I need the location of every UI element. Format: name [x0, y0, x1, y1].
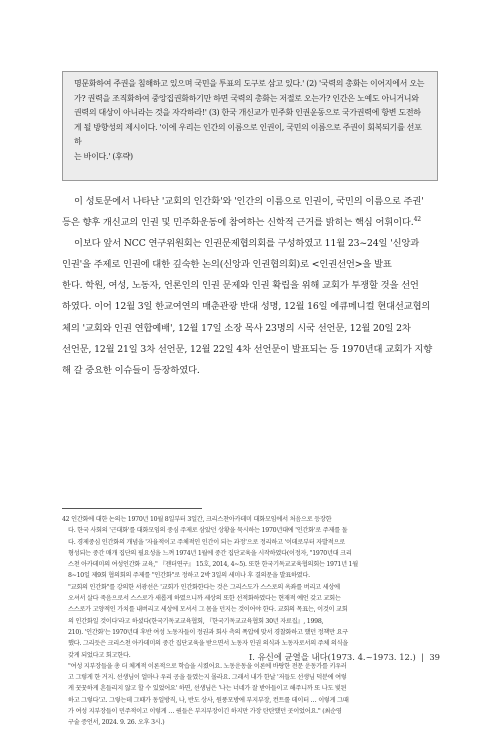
- footnotes: [62, 514, 437, 729]
- footnote-marker[interactable]: 42: [413, 216, 421, 223]
- footnote-line: 형성되는 중간 매개 집단의 필요성을 느껴 1974년 1월에 중간 집단교육을 시작하였다(이정자, "1970년대 크리: [68, 549, 352, 557]
- footnote-line: 고 그렇게 한 거지. 선생님이 얼마나 우리 공을 들였는지 몰라요. 그래서 내가 한날 '저들도 선생님 덕분에 여렇: [68, 674, 347, 682]
- quote-line: 권력의 대상이 아니라는 것을 자각하라!' (3) 한국 개신교가 민주화 인권운동으로 국가권력에 항변 도전하: [74, 108, 421, 118]
- footnote-line: "여성 지부장들을 총 더 체계적 이론적으로 학습을 시켰어요. 노동운동을 이론에 바탕한 전문 운동가를 키우러: [68, 662, 347, 670]
- body-line: [62, 212, 437, 233]
- footnote-line: "교회의 인간화"를 강의한 서광선은 '교회가 인간화한다는 것은 그리스도가 스스로의 옥좌를 버리고 세상에: [68, 583, 340, 591]
- page-number: 39: [429, 652, 440, 662]
- footnote-line: 했다. 그리듯은 크리스천 아카데미의 중간 집단교육을 받으면서 노동자 인권 의식과 노동자로서의 주체 의식을: [68, 640, 349, 648]
- quote-line: 가? 권력을 조직화하여 중앙집권화하기만 하면 국력의 총화는 저절로 오는가? 인간은 노예도 아니거니와: [74, 93, 419, 103]
- footnote-line: 스스로가 고양적인 가치를 내버리고 세상에 모셔서 그 몸을 던지는 것이어야 한다. 교회의 목표는, 이것이 교회: [68, 606, 348, 614]
- body-line: 한다. 학원, 여성, 노동자, 언론인의 인권 문제와 인권 확립을 위해 교회가 투쟁할 것을 선언: [62, 280, 419, 292]
- footnote-divider: [62, 508, 202, 509]
- quote-line: 명문화하여 주권을 침해하고 있으며 국민을 투표의 도구로 삼고 있다.' (2) '국력의 총화는 이어지에서 오는: [74, 79, 425, 88]
- footnote-line: 의 인간화일 것이다'라고 하셨다(한국기독교교육협회, 『한국기독교교육협회 30년 자료집』, 1998,: [68, 617, 324, 625]
- body-line-text: 등은 향후 개신교의 인권 및 민주화운동에 참여하는 신학적 근거를 밝히는 핵심 어휘이다.: [62, 217, 414, 229]
- footnote-line: 갖게 되었다고 회고한다.: [68, 651, 131, 659]
- footnote-line: 게 꿋꿋하게 흔들리지 않고 할 수 있었어요' 하면, 선생님은 '나는 너네가 잘 받아들이고 해주니까 또 나도 빛된: [68, 685, 347, 693]
- footnote-line: 8~10일 제9회 협의회의 주제를 "인간화"로 정하고 2박 3일의 세미나 후 결의문을 발표하였다.: [68, 572, 310, 580]
- footnote-line: 오셔서 살다 죽음으로서 스스로가 새롭게 하였으니까 세상의 또한 선적화하였다는 현재적 예언 갖고 교회는: [68, 595, 341, 603]
- footnote-line: 42 인간화에 대한 논의는 1970년 10월 8일부터 3일간, 크리스찬아카데미 대화모임에서 처음으로 등장한: [62, 516, 332, 523]
- footnote-line: 하고 그렇다'고. 그렇는데 그때가 동일방직, 나, 반도 상사, 원풍모방에 부지부장, 컨트롤 데이터 … 이렇게 그때: [68, 696, 349, 704]
- page-footer: [230, 651, 440, 663]
- footnote-line: 210). '인간화'는 1970년대 후반 여성 노동자들이 정권과 회사 측의 폭압에 맞서 경찰화하고 했던 정책만 요구: [68, 628, 348, 636]
- footnote-line: 스천 아카데미의 여성인간화 교육," 『젠더연구』 15호, 2014, 4~5). 또한 한국기독교교육협의회는 1971년 1월: [68, 561, 358, 569]
- footnote-line: 다. 경제중심 인간화의 개념을 '자율적이고 주체적인 인간이 되는 과정'으로 정리하고 '이데로부터 자발적으로: [68, 538, 345, 546]
- quote-line: 게 될 방향성의 제시이다. '이에 우리는 인간의 이름으로 인권이, 국민의 이름으로 주권이 회복되기를 선포하: [74, 122, 422, 147]
- quote-line: 는 바이다.' (후략): [74, 151, 133, 161]
- body-line: 선언문, 12월 21일 3차 선언문, 12월 22일 4차 선언문이 발표되는 등 1970년대 교회가 지향: [62, 343, 433, 355]
- body-line: 이보다 앞서 NCC 연구위원회는 인권문제협의회를 구성하였고 11월 23~24일 '신앙과: [74, 238, 420, 250]
- footnote-line: 다. 한국 사회의 '근대화'를 대화모임의 중심 주제로 삼았던 상황을 묵시하는 1970년대에 '인간화'로 주제를 돌: [68, 527, 348, 535]
- body-line: 해 갈 중요한 이슈들이 등장하였다.: [62, 364, 200, 376]
- footer-separator: |: [418, 652, 427, 662]
- footnote-line: 가 여성 지부장들이 민주적이고 이렇게 … 퀀들은 부지부장이긴 하지만 가장 탄탄했던 곳이었어요." (최순영: [68, 708, 342, 716]
- quote-box: [62, 71, 438, 181]
- body-line: 체의 '교회와 인권 연합예배', 12월 17일 소장 목사 23명의 시국 선언문, 12월 20일 2차: [62, 322, 411, 334]
- body-line: 이 성토문에서 나타난 '교회의 인간화'와 '인간의 이름으로 인권이, 국민의 이름으로 주권': [74, 196, 424, 207]
- body-text: [62, 191, 437, 381]
- body-line: 하였다. 이어 12월 3일 한교여연의 매춘관광 반대 성명, 12월 16일 에큐메니컬 현대선교협의: [62, 301, 431, 313]
- footnote-line: 구술 증언서, 2024. 9. 26. 오후 3시.): [68, 719, 165, 727]
- section-title: I. 유신에 균열을 내다(1973. 4.~1973. 12.): [249, 652, 416, 662]
- body-line: 인권'을 주제로 인권에 대한 깊숙한 논의(신앙과 인권협의회)로 <인권선언>을 발표: [62, 259, 392, 271]
